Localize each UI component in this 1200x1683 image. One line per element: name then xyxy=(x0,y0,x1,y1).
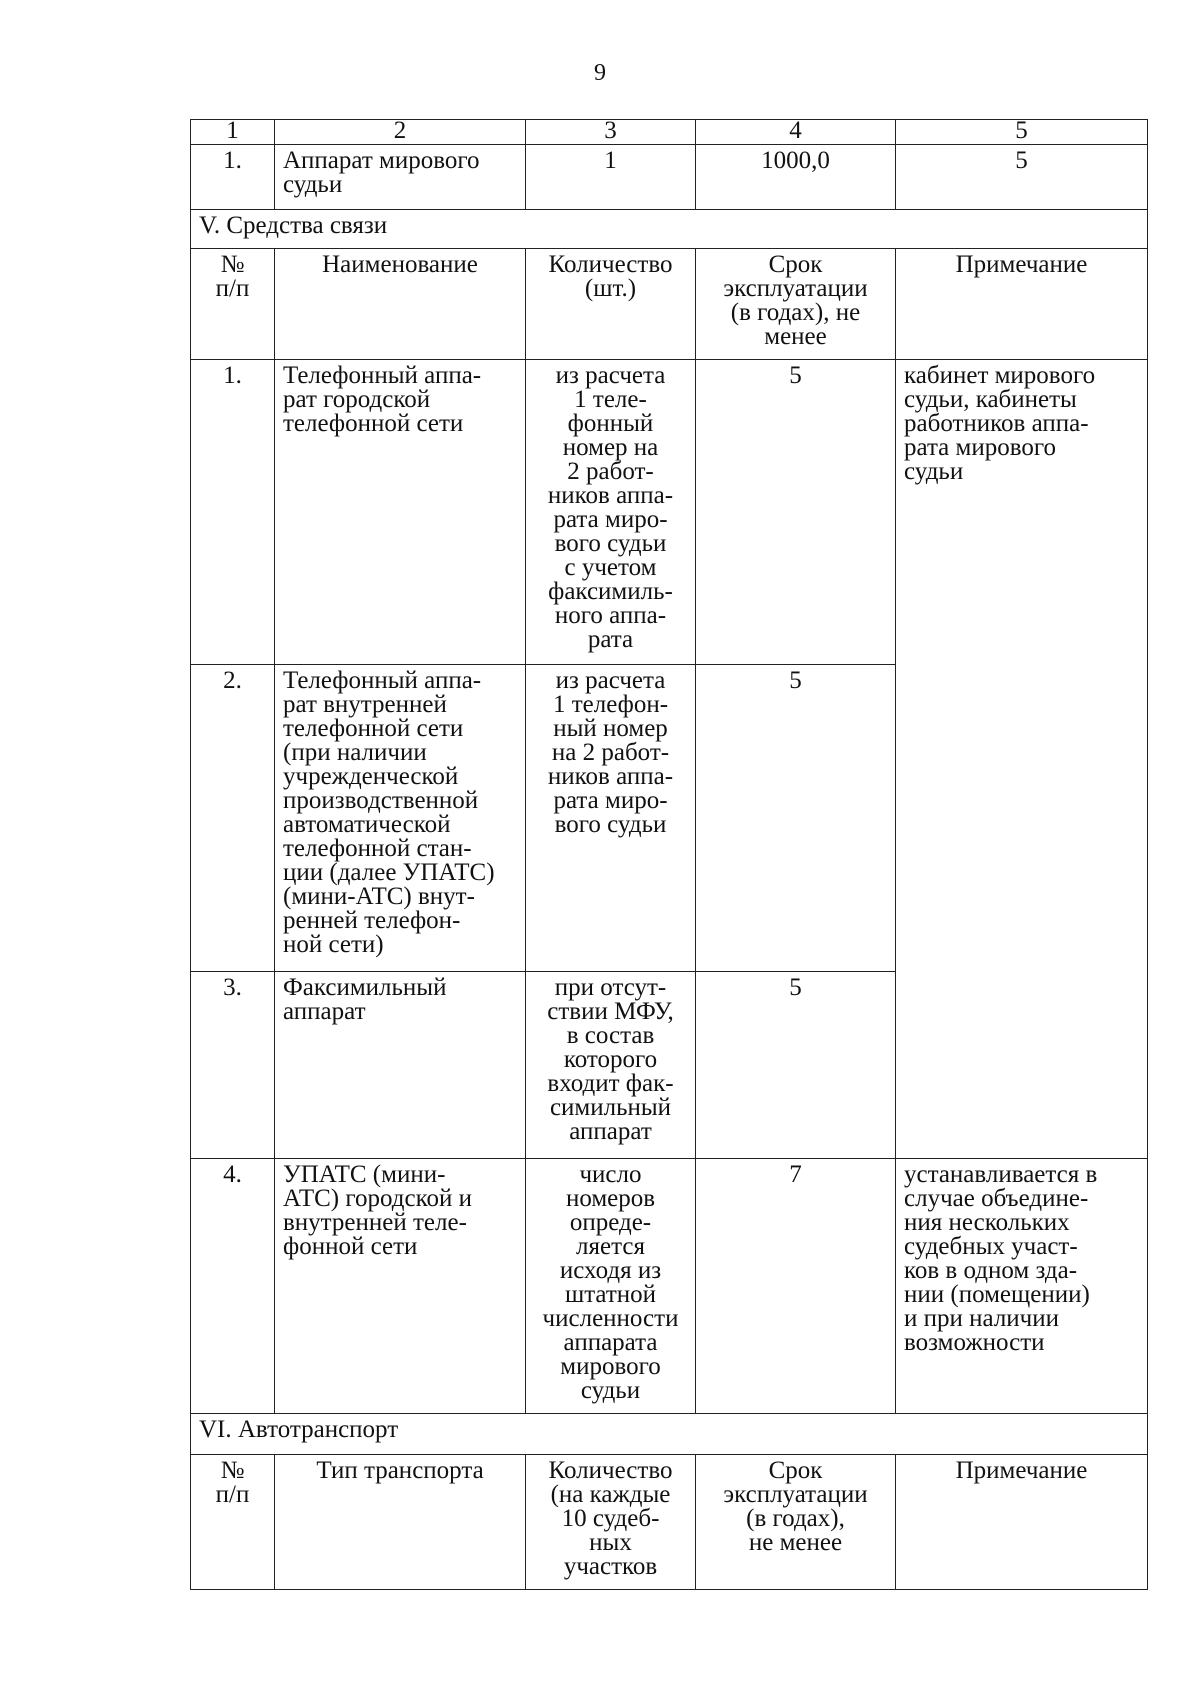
row-term: 5 xyxy=(896,145,1148,210)
row-name: Факсимильный аппарат xyxy=(275,972,526,1159)
header-note: Примечание xyxy=(896,1455,1148,1590)
row-price: 1000,0 xyxy=(696,145,896,210)
row-number: 3. xyxy=(191,972,275,1159)
column-number-row xyxy=(191,120,1148,145)
header-num: № п/п xyxy=(191,1455,275,1590)
header-row xyxy=(191,249,1148,360)
header-row xyxy=(191,1455,1148,1590)
column-number: 5 xyxy=(896,120,1148,145)
row-quantity: из расчета 1 теле- фонный номер на 2 работ- ников аппа- рата миро- вого судьи с учетом факсимиль- ного аппа- рата xyxy=(526,360,696,665)
column-number: 2 xyxy=(275,120,526,145)
column-number: 3 xyxy=(526,120,696,145)
row-name: Аппарат мирового судьи xyxy=(275,145,526,210)
header-num: № п/п xyxy=(191,249,275,360)
page-number: 9 xyxy=(594,60,606,86)
section-title: V. Средства связи xyxy=(191,210,1148,249)
table-row xyxy=(191,145,1148,210)
equipment-table xyxy=(190,119,1148,1590)
row-name: Телефонный аппа- рат городской телефонной сети xyxy=(275,360,526,665)
header-quantity: Количество (на каждые 10 судеб- ных участков xyxy=(526,1455,696,1590)
header-quantity: Количество (шт.) xyxy=(526,249,696,360)
row-number: 4. xyxy=(191,1159,275,1414)
column-number: 4 xyxy=(696,120,896,145)
row-quantity: при отсут- ствии МФУ, в состав которого входит фак- симильный аппарат xyxy=(526,972,696,1159)
column-number: 1 xyxy=(191,120,275,145)
table-row xyxy=(191,360,1148,665)
table-row xyxy=(191,1159,1148,1414)
row-term: 5 xyxy=(696,360,896,665)
row-term: 5 xyxy=(696,665,896,972)
section-heading-row xyxy=(191,210,1148,249)
row-term: 7 xyxy=(696,1159,896,1414)
row-number: 1. xyxy=(191,145,275,210)
row-note: устанавливается в случае объедине- ния нескольких судебных участ- ков в одном зда- нии (помещении) и при наличии возможности xyxy=(896,1159,1148,1414)
header-name: Наименование xyxy=(275,249,526,360)
header-term: Срок эксплуатации (в годах), не менее xyxy=(696,249,896,360)
row-quantity: 1 xyxy=(526,145,696,210)
row-number: 1. xyxy=(191,360,275,665)
row-quantity: из расчета 1 телефон- ный номер на 2 работ- ников аппа- рата миро- вого судьи xyxy=(526,665,696,972)
header-term: Срок эксплуатации (в годах), не менее xyxy=(696,1455,896,1590)
header-type: Тип транспорта xyxy=(275,1455,526,1590)
row-quantity: число номеров опреде- ляется исходя из штатной численности аппарата мирового судьи xyxy=(526,1159,696,1414)
row-number: 2. xyxy=(191,665,275,972)
section-heading-row xyxy=(191,1414,1148,1455)
row-name: УПАТС (мини- АТС) городской и внутренней теле- фонной сети xyxy=(275,1159,526,1414)
row-term: 5 xyxy=(696,972,896,1159)
row-name: Телефонный аппа- рат внутренней телефонной сети (при наличии учрежденческой производственной автоматической телефонной стан- ции (далее УПАТС) (мини-АТС) внут- ренней телефон- ной сети) xyxy=(275,665,526,972)
header-note: Примечание xyxy=(896,249,1148,360)
row-note-shared: кабинет мирового судьи, кабинеты работников аппа- рата мирового судьи xyxy=(896,360,1148,1159)
section-title: VI. Автотранспорт xyxy=(191,1414,1148,1455)
